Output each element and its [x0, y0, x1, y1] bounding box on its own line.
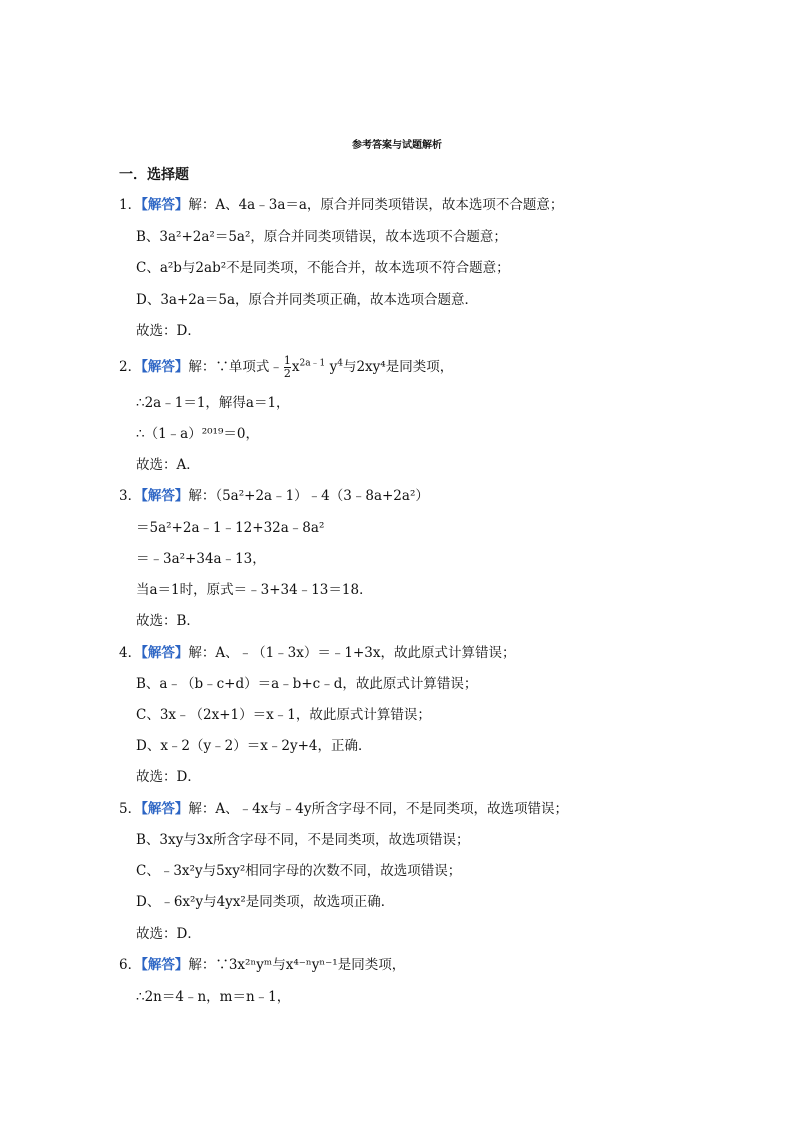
q2-exp2: 4	[337, 358, 343, 369]
q5-line-c: C、﹣3x²y与5xy²相同字母的次数不同，故选项错误；	[136, 863, 462, 879]
q2-x: x	[291, 359, 300, 375]
q6-number: 6．	[119, 957, 142, 973]
q4-line-d: D、x﹣2（y﹣2）＝x﹣2y+4，正确．	[136, 738, 372, 754]
q1-line-d: D、3a+2a＝5a，原合并同类项正确，故本选项合题意．	[136, 292, 479, 308]
q3-number: 3．	[119, 488, 142, 504]
q2-answer: 故选：A．	[136, 457, 200, 473]
q1-line-b: B、3a²+2a²＝5a²，原合并同类项错误，故本选项不合题意；	[136, 229, 507, 245]
q4-text-a: 解：A、﹣（1﹣3x）＝﹣1+3x，故此原式计算错误；	[188, 645, 516, 661]
q4-line-c: C、3x﹣（2x+1）＝x﹣1，故此原式计算错误；	[136, 707, 431, 723]
q1-text-a: 解：A、4a﹣3a＝a，原合并同类项错误，故本选项不合题意；	[188, 197, 564, 213]
q5-number: 5．	[119, 801, 142, 817]
q2-number: 2．	[119, 359, 142, 375]
q5-line-d: D、﹣6x²y与4yx²是同类项，故选项正确．	[136, 894, 395, 910]
q2-text-pre: 解：∵单项式	[188, 359, 270, 375]
q3-line-b: ＝5a²+2a﹣1﹣12+32a﹣8a²	[136, 520, 325, 536]
q4-line-b: B、a﹣（b﹣c+d）＝a﹣b+c﹣d，故此原式计算错误；	[136, 676, 478, 692]
q2-text-post: 与2xy⁴是同类项，	[342, 359, 454, 375]
q1-line-c: C、a²b与2ab²不是同类项，不能合并，故本选项不符合题意；	[136, 260, 510, 276]
q2-line-b: ∴2a﹣1＝1，解得a＝1，	[136, 395, 290, 411]
q2-y: y	[329, 359, 338, 375]
q4-line-a	[119, 644, 516, 662]
q2-fraction	[284, 355, 291, 380]
q5-line-b: B、3xy与3x所含字母不同，不是同类项，故选项错误；	[136, 832, 470, 848]
q6-line-a	[119, 956, 405, 974]
q6-tag: 【解答】	[141, 957, 189, 973]
q2-line-a: 2．【解答】解：∵单项式﹣ $\frac{1}{2}$ $x^{2a﹣1}$ $y^4$与2xy⁴是同类项，	[119, 354, 454, 380]
page-title: 参考答案与试题解析	[352, 140, 442, 151]
q4-tag: 【解答】	[141, 645, 189, 661]
q4-answer: 故选：D．	[136, 769, 201, 785]
q6-text-a: 解：∵3x²ⁿyᵐ与x⁴⁻ⁿyⁿ⁻¹是同类项，	[188, 957, 406, 973]
q1-tag: 【解答】	[141, 197, 189, 213]
q1-number: 1．	[119, 197, 142, 213]
q5-text-a: 解：A、﹣4x与﹣4y所含字母不同，不是同类项，故选项错误；	[188, 801, 569, 817]
q1-answer: 故选：D．	[136, 323, 201, 339]
q3-text-a: 解：（5a²+2a﹣1）﹣4（3﹣8a+2a²）	[188, 488, 429, 504]
section-heading: 一．选择题	[119, 167, 189, 183]
q4-number: 4．	[119, 645, 142, 661]
q3-tag: 【解答】	[141, 488, 189, 504]
q2-exp1: 2a﹣1	[299, 358, 326, 369]
q3-line-c: ＝﹣3a²+34a﹣13，	[136, 551, 266, 567]
q5-tag: 【解答】	[141, 801, 189, 817]
q1-line-a	[119, 196, 563, 214]
q2-line-c: ∴（1﹣a）²⁰¹⁹＝0，	[136, 426, 259, 442]
q2-tag: 【解答】	[141, 359, 189, 375]
q3-line-d: 当a＝1时，原式＝﹣3+34﹣13＝18．	[136, 582, 373, 598]
q3-line-a	[119, 487, 429, 505]
q5-answer: 故选：D．	[136, 926, 201, 942]
q3-answer: 故选：B．	[136, 613, 200, 629]
q5-line-a	[119, 800, 568, 818]
q2-frac-den: 2	[283, 367, 291, 380]
q6-line-b: ∴2n＝4﹣n，m＝n﹣1，	[136, 989, 291, 1005]
q2-frac-num: 1	[283, 354, 291, 367]
